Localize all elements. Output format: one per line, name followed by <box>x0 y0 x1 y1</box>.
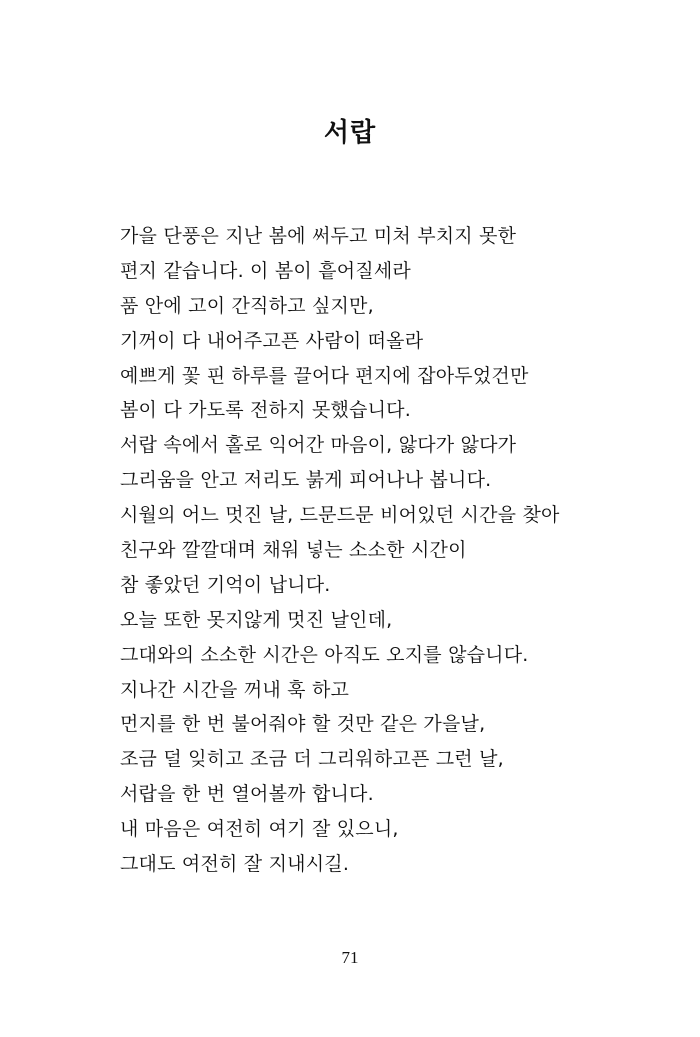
poem-line: 기꺼이 다 내어주고픈 사람이 떠올라 <box>120 329 424 352</box>
poem-line: 가을 단풍은 지난 봄에 써두고 미처 부치지 못한 <box>120 225 517 247</box>
poem-line: 참 좋았던 기억이 납니다. <box>120 573 331 596</box>
page-number: 71 <box>341 948 359 967</box>
poem-body <box>120 219 620 882</box>
poem-line: 조금 덜 잊히고 조금 더 그리워하고픈 그런 날, <box>120 748 504 771</box>
poem-line: 시월의 어느 멋진 날, 드문드문 비어있던 시간을 찾아 <box>120 504 560 527</box>
poem-title: 서랍 <box>323 118 377 148</box>
poem-line: 편지 같습니다. 이 봄이 흩어질세라 <box>120 259 411 282</box>
poem-line: 서랍을 한 번 열어볼까 합니다. <box>120 783 374 806</box>
poem-line: 서랍 속에서 홀로 익어간 마음이, 앓다가 앓다가 <box>120 434 517 457</box>
poem-line: 그대도 여전히 잘 지내시길. <box>120 853 350 876</box>
poem-line: 품 안에 고이 간직하고 싶지만, <box>120 294 374 317</box>
poem-line: 먼지를 한 번 불어줘야 할 것만 같은 가을날, <box>120 713 486 736</box>
poem-line: 예쁘게 꽃 핀 하루를 끌어다 편지에 잡아두었건만 <box>120 364 529 387</box>
poem-line: 봄이 다 가도록 전하지 못했습니다. <box>120 399 411 422</box>
poem-line: 오늘 또한 못지않게 멋진 날인데, <box>120 608 393 631</box>
poem-line: 친구와 깔깔대며 채워 넣는 소소한 시간이 <box>120 539 467 562</box>
poem-line: 그대와의 소소한 시간은 아직도 오지를 않습니다. <box>120 643 529 666</box>
poem-line: 지나간 시간을 꺼내 훅 하고 <box>120 678 350 701</box>
poem-line: 내 마음은 여전히 여기 잘 있으니, <box>120 818 399 841</box>
poem-line: 그리움을 안고 저리도 붉게 피어나나 봅니다. <box>120 469 492 492</box>
